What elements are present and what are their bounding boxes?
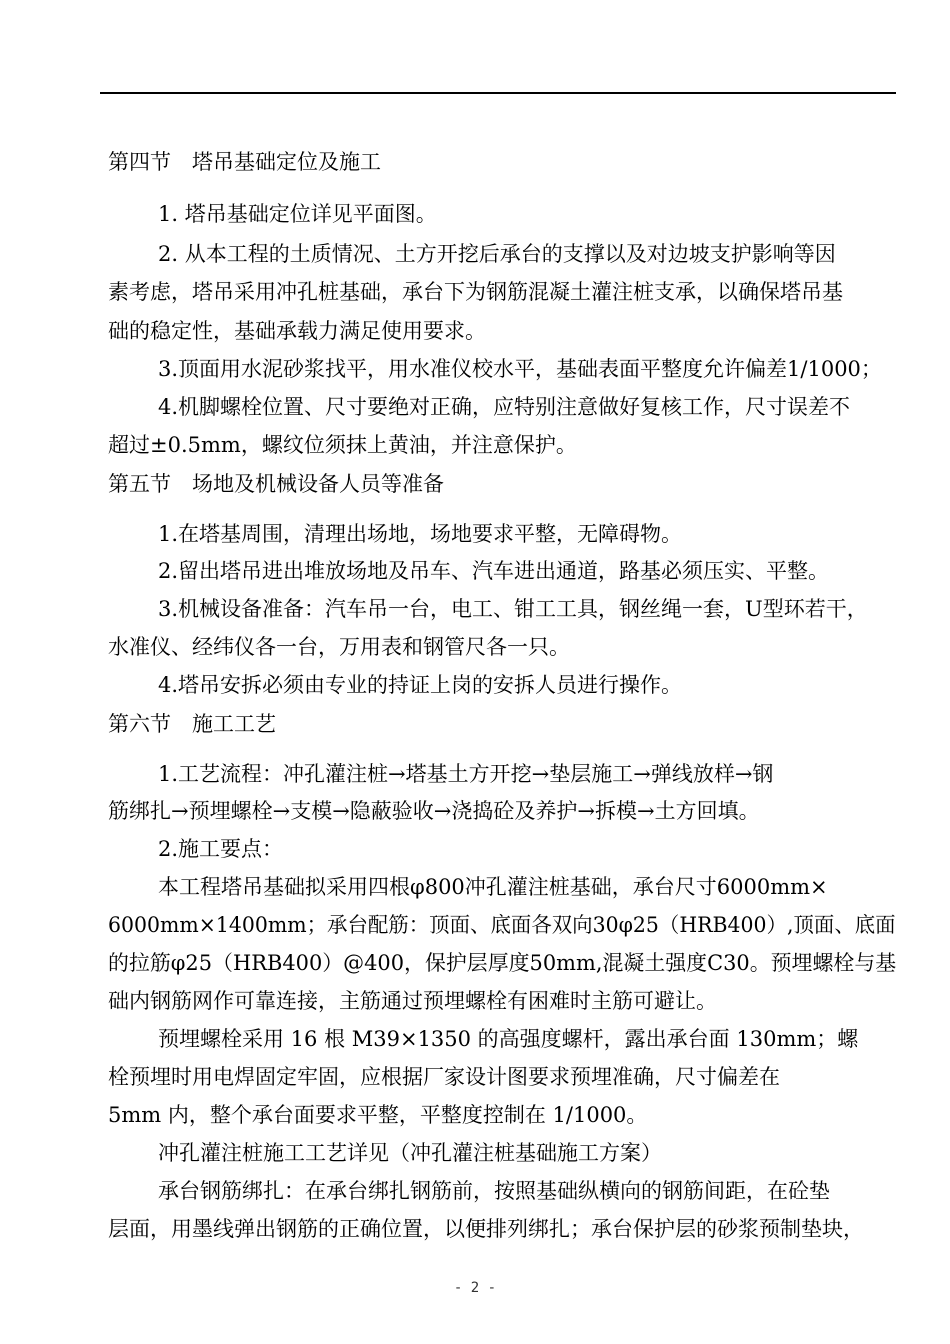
section-5-title: 第五节 场地及机械设备人员等准备 [108, 472, 444, 496]
paragraph: 4.塔吊安拆必须由专业的持证上岗的安拆人员进行操作。 [158, 673, 683, 697]
paragraph-line: 5mm 内，整个承台面要求平整，平整度控制在 1/1000。 [108, 1103, 648, 1127]
paragraph-line: 的拉筋φ25（HRB400）@400，保护层厚度50mm,混凝土强度C30。预埋螺栓与基 [108, 951, 897, 975]
paragraph-line: 超过±0.5mm，螺纹位须抹上黄油，并注意保护。 [108, 433, 577, 457]
paragraph: 3.顶面用水泥砂浆找平，用水准仪校水平，基础表面平整度允许偏差1/1000； [158, 357, 882, 381]
paragraph-line: 承台钢筋绑扎：在承台绑扎钢筋前，按照基础纵横向的钢筋间距，在砼垫 [158, 1179, 830, 1203]
paragraph-line: 3.机械设备准备：汽车吊一台，电工、钳工工具，钢丝绳一套，U型环若干， [158, 597, 868, 621]
paragraph-line: 1.工艺流程：冲孔灌注桩→塔基土方开挖→垫层施工→弹线放样→钢 [158, 762, 774, 786]
paragraph-line: 础的稳定性，基础承载力满足使用要求。 [108, 319, 486, 343]
paragraph: 1. 塔吊基础定位详见平面图。 [158, 202, 437, 226]
paragraph-line: 础内钢筋网作可靠连接，主筋通过预埋螺栓有困难时主筋可避让。 [108, 989, 717, 1013]
paragraph-line: 本工程塔吊基础拟采用四根φ800冲孔灌注桩基础，承台尺寸6000mm× [158, 875, 828, 899]
paragraph-line: 6000mm×1400mm；承台配筋：顶面、底面各双向30φ25（HRB400）,顶面、底面 [108, 913, 896, 937]
paragraph: 2.施工要点： [158, 837, 284, 861]
paragraph-line: 2. 从本工程的土质情况、土方开挖后承台的支撑以及对边坡支护影响等因 [158, 242, 836, 266]
paragraph-line: 水准仪、经纬仪各一台，万用表和钢管尺各一只。 [108, 635, 570, 659]
paragraph: 1.在塔基周围，清理出场地，场地要求平整，无障碍物。 [158, 522, 683, 546]
paragraph-line: 层面，用墨线弹出钢筋的正确位置，以便排列绑扎；承台保护层的砂浆预制垫块， [108, 1217, 864, 1241]
paragraph-line: 栓预埋时用电焊固定牢固，应根据厂家设计图要求预埋准确，尺寸偏差在 [108, 1065, 780, 1089]
header-rule [100, 92, 896, 94]
paragraph: 2.留出塔吊进出堆放场地及吊车、汽车进出通道，路基必须压实、平整。 [158, 559, 830, 583]
paragraph: 冲孔灌注桩施工工艺详见（冲孔灌注桩基础施工方案） [158, 1141, 662, 1165]
paragraph-line: 4.机脚螺栓位置、尺寸要绝对正确，应特别注意做好复核工作，尺寸误差不 [158, 395, 851, 419]
paragraph-line: 素考虑，塔吊采用冲孔桩基础，承台下为钢筋混凝土灌注桩支承，以确保塔吊基 [108, 280, 843, 304]
page-number: - 2 - [453, 1280, 497, 1296]
section-4-title: 第四节 塔吊基础定位及施工 [108, 150, 381, 174]
paragraph-line: 预埋螺栓采用 16 根 M39×1350 的高强度螺杆，露出承台面 130mm；螺 [158, 1027, 859, 1051]
paragraph-line: 筋绑扎→预埋螺栓→支模→隐蔽验收→浇捣砼及养护→拆模→土方回填。 [108, 799, 760, 823]
section-6-title: 第六节 施工工艺 [108, 712, 276, 736]
